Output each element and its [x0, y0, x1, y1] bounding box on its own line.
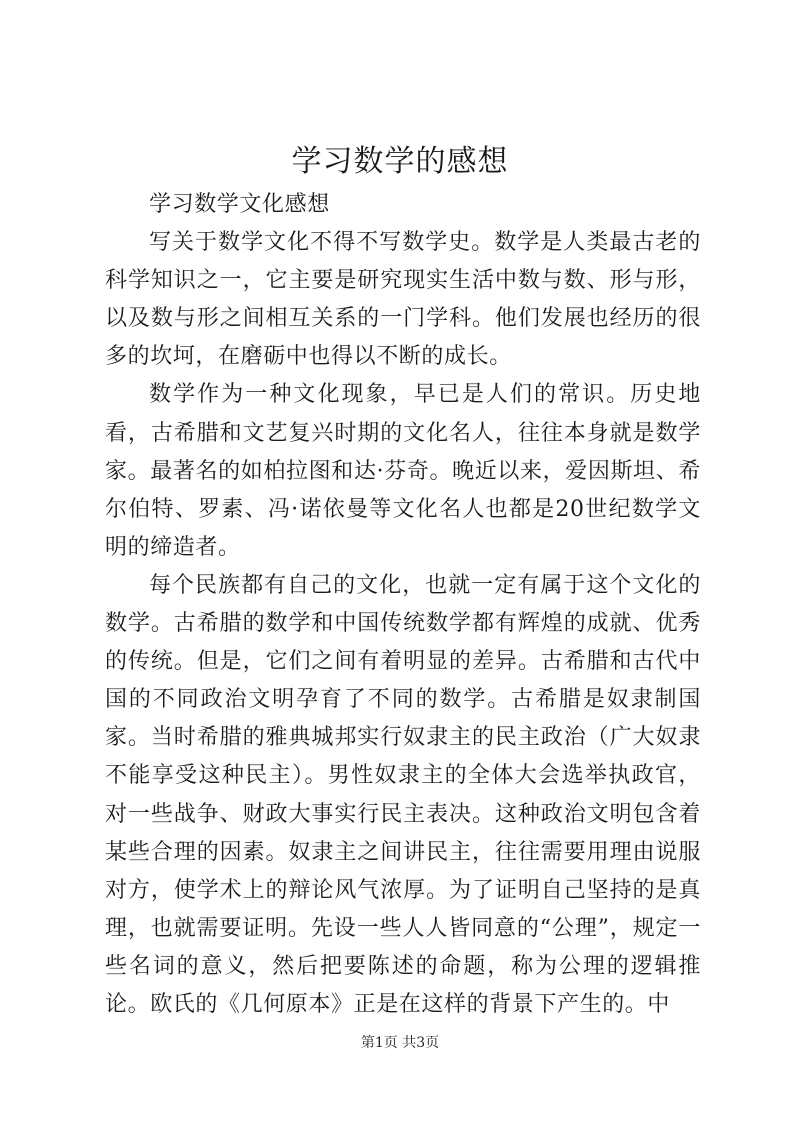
page-footer: 第1页 共3页	[360, 1035, 440, 1051]
paragraph-3: 每个民族都有自己的文化，也就一定有属于这个文化的数学。古希腊的数学和中国传统数学都有辉煌的成就、优秀的传统。但是，它们之间有着明显的差异。古希腊和古代中国的不同政治文明孕育了不同的数学。古希腊是奴隶制国家。当时希腊的雅典城邦实行奴隶主的民主政治（广大奴隶不能享受这种民主）。男性奴隶主的全体大会选举执政官，对一些战争、财政大事实行民主表决。这种政治文明包含着某些合理的因素。奴隶主之间讲民主，往往需要用理由说服对方，使学术上的辩论风气浓厚。为了证明自己坚持的是真理，也就需要证明。先设一些人人皆同意的“公理”，规定一些名词的意义，然后把要陈述的命题，称为公理的逻辑推论。欧氏的《几何原本》正是在这样的背景下产生的。中	[105, 572, 701, 1017]
document-title: 学习数学的感想	[291, 144, 509, 179]
paragraph-1: 写关于数学文化不得不写数学史。数学是人类最古老的科学知识之一，它主要是研究现实生活中数与数、形与形，以及数与形之间相互关系的一门学科。他们发展也经历的很多的坎坷，在磨砺中也得以不断的成长。	[105, 230, 701, 370]
paragraph-2: 数学作为一种文化现象，早已是人们的常识。历史地看，古希腊和文艺复兴时期的文化名人，往往本身就是数学家。最著名的如柏拉图和达·芬奇。晚近以来，爱因斯坦、希尔伯特、罗素、冯·诺依曼等文化名人也都是20世纪数学文明的缔造者。	[105, 382, 701, 560]
document-body	[105, 186, 701, 1024]
document-subtitle: 学习数学文化感想	[149, 192, 330, 217]
